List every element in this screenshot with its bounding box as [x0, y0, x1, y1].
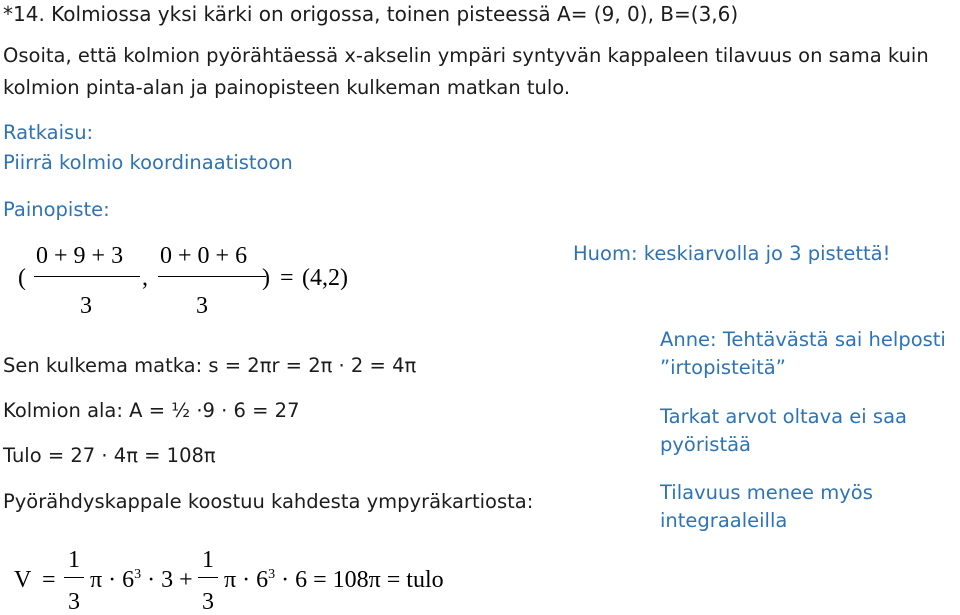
- solution-label: Ratkaisu:: [3, 121, 94, 144]
- note-tilavuus: [660, 479, 873, 535]
- cone1-fraction-numerator: 1: [68, 547, 80, 573]
- centroid-y-denominator: 3: [196, 293, 208, 319]
- note-tilavuus-line-1: Tilavuus menee myös: [660, 481, 873, 504]
- distance-line: Sen kulkema matka: s = 2πr = 2π · 2 = 4π: [3, 354, 417, 377]
- centroid-x-fraction-bar: [34, 276, 140, 277]
- cone2-fraction-denominator: 3: [202, 589, 214, 615]
- centroid-y-numerator: 0 + 0 + 6: [160, 243, 248, 269]
- centroid-y-fraction-bar: [158, 276, 266, 277]
- centroid-result: (4,2): [302, 265, 348, 291]
- cone1-term: $\pi \cdot 6^3 \cdot 3$ +: [90, 567, 193, 593]
- cone1-fraction-denominator: 3: [68, 589, 80, 615]
- centroid-x-numerator: 0 + 9 + 3: [36, 243, 124, 269]
- centroid-x-denominator: 3: [80, 293, 92, 319]
- note-tilavuus-line-2: integraaleilla: [660, 509, 788, 532]
- cone2-term: $\pi \cdot 6^3 \cdot 6 = 108\pi$ = tulo: [224, 567, 444, 593]
- volume-equals: =: [42, 567, 56, 593]
- cone1-fraction-bar: [64, 577, 84, 578]
- comma: ,: [142, 265, 148, 291]
- cone2-fraction-numerator: 1: [202, 547, 214, 573]
- note-anne: [660, 326, 946, 382]
- centroid-label: Painopiste:: [3, 198, 110, 221]
- task-text-line-1: Osoita, että kolmion pyörähtäessä x-akselin ympäri syntyvän kappaleen tilavuus on sama kuin: [3, 44, 929, 67]
- note-anne-line-2: ”irtopisteitä”: [660, 356, 786, 379]
- area-line: Kolmion ala: A = ½ ·9 · 6 = 27: [3, 399, 300, 422]
- close-paren: ): [262, 265, 270, 291]
- note-tarkat-line-2: pyöristää: [660, 433, 751, 456]
- note-anne-line-1: Anne: Tehtävästä sai helposti: [660, 328, 946, 351]
- note-tarkat: [660, 403, 907, 459]
- draw-instruction: Piirrä kolmio koordinaatistoon: [3, 151, 293, 174]
- solid-description-line: Pyörähdyskappale koostuu kahdesta ympyräkartiosta:: [3, 490, 534, 513]
- task-text-line-2: kolmion pinta-alan ja painopisteen kulkeman matkan tulo.: [3, 76, 571, 99]
- problem-title: *14. Kolmiossa yksi kärki on origossa, toinen pisteessä A= (9, 0), B=(3,6): [3, 2, 739, 26]
- note-tarkat-line-1: Tarkat arvot oltava ei saa: [660, 405, 907, 428]
- open-paren: (: [18, 265, 26, 291]
- equals-sign: =: [280, 265, 294, 291]
- product-line: Tulo = 27 · 4π = 108π: [3, 444, 216, 467]
- volume-symbol: V: [14, 567, 32, 593]
- cone2-fraction-bar: [198, 577, 218, 578]
- note-huom: Huom: keskiarvolla jo 3 pistettä!: [573, 242, 891, 265]
